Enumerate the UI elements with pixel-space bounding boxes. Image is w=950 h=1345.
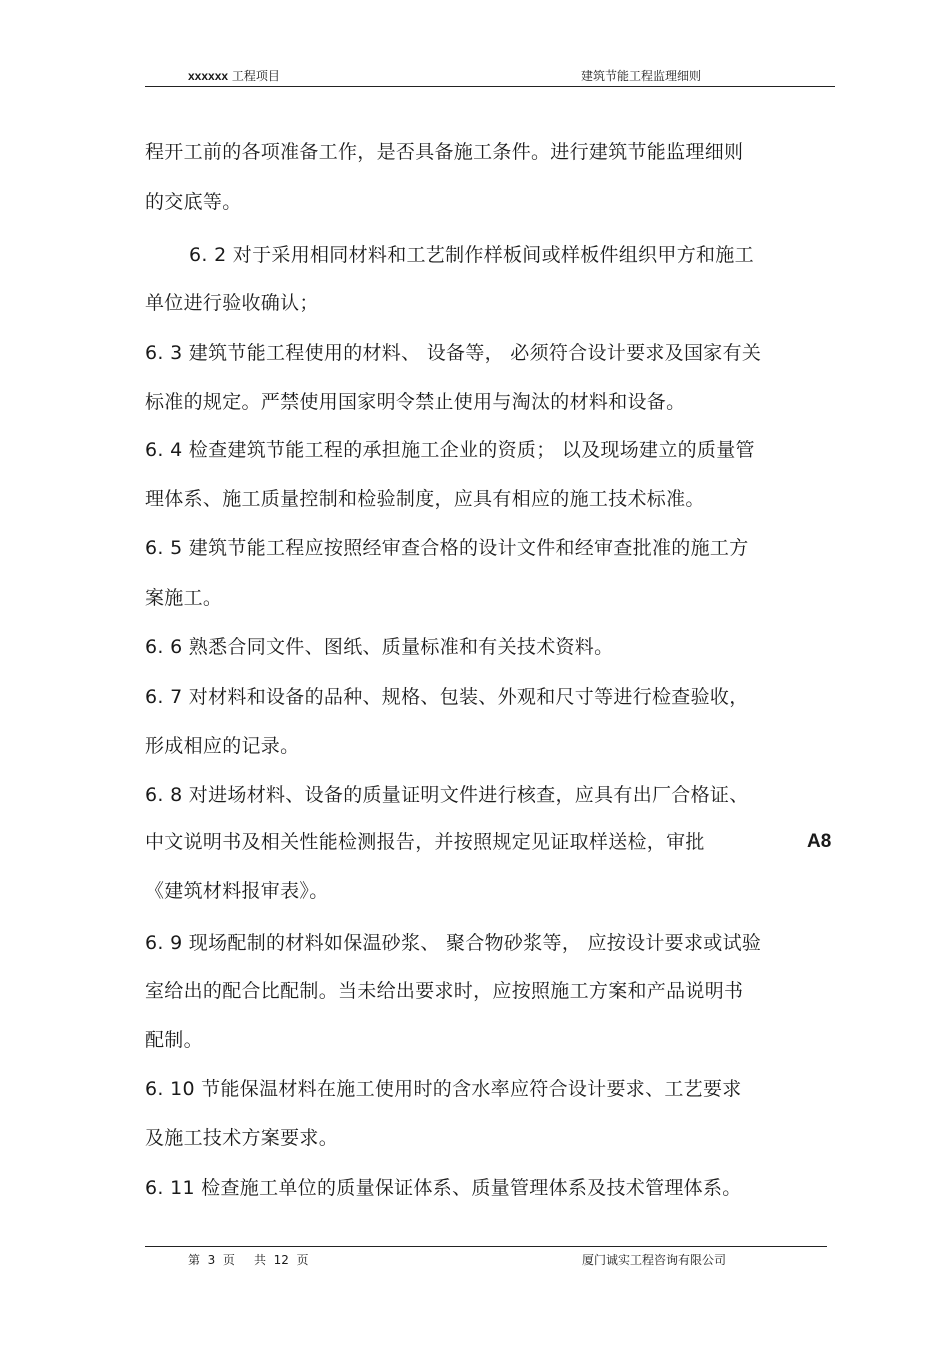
body-line: 的交底等。 bbox=[145, 191, 242, 213]
body-line: 6. 6 熟悉合同文件、图纸、质量标准和有关技术资料。 bbox=[145, 636, 614, 658]
page-number: 第 3 页 共 12 页 bbox=[188, 1253, 309, 1267]
page-header bbox=[145, 64, 835, 87]
body-line: 配制。 bbox=[145, 1029, 203, 1051]
body-line: 理体系、施工质量控制和检验制度，应具有相应的施工技术标准。 bbox=[145, 488, 705, 510]
body-line: 程开工前的各项准备工作，是否具备施工条件。进行建筑节能监理细则 bbox=[145, 141, 744, 163]
body-line: 及施工技术方案要求。 bbox=[145, 1127, 339, 1149]
body-line: 6. 7 对材料和设备的品种、规格、包装、外观和尺寸等进行检查验收， bbox=[145, 686, 749, 708]
body-line: 室给出的配合比配制。当未给出要求时，应按照施工方案和产品说明书 bbox=[145, 980, 744, 1002]
body-line: 6. 3 建筑节能工程使用的材料、 设备等， 必须符合设计要求及国家有关 bbox=[145, 342, 762, 364]
body-line: 单位进行验收确认； bbox=[145, 292, 319, 314]
page-footer bbox=[145, 1246, 827, 1269]
body-line: 6. 8 对进场材料、设备的质量证明文件进行核查，应具有出厂合格证、 bbox=[145, 784, 749, 806]
header-project bbox=[188, 67, 280, 84]
project-label: 工程项目 bbox=[231, 69, 280, 83]
body-line: 《建筑材料报审表》。 bbox=[145, 880, 329, 902]
header-doc-title: 建筑节能工程监理细则 bbox=[581, 69, 702, 83]
body-line: 6. 10 节能保温材料在施工使用时的含水率应符合设计要求、工艺要求 bbox=[145, 1078, 742, 1100]
body-line: 6. 9 现场配制的材料如保温砂浆、 聚合物砂浆等， 应按设计要求或试验 bbox=[145, 932, 762, 954]
form-code: A8 bbox=[807, 831, 832, 852]
body-line: 6. 2 对于采用相同材料和工艺制作样板间或样板件组织甲方和施工 bbox=[189, 244, 754, 266]
project-code: xxxxxx bbox=[188, 69, 229, 83]
body-line: 6. 4 检查建筑节能工程的承担施工企业的资质； 以及现场建立的质量管 bbox=[145, 439, 755, 461]
body-line: 形成相应的记录。 bbox=[145, 735, 300, 757]
body-line: 6. 11 检查施工单位的质量保证体系、质量管理体系及技术管理体系。 bbox=[145, 1177, 742, 1199]
body-line: 案施工。 bbox=[145, 587, 223, 609]
body-line: 标准的规定。严禁使用国家明令禁止使用与淘汰的材料和设备。 bbox=[145, 391, 686, 413]
body-line: 中文说明书及相关性能检测报告，并按照规定见证取样送检，审批 bbox=[145, 831, 705, 853]
body-line: 6. 5 建筑节能工程应按照经审查合格的设计文件和经审查批准的施工方 bbox=[145, 537, 749, 559]
footer-company: 厦门诚实工程咨询有限公司 bbox=[582, 1253, 727, 1267]
